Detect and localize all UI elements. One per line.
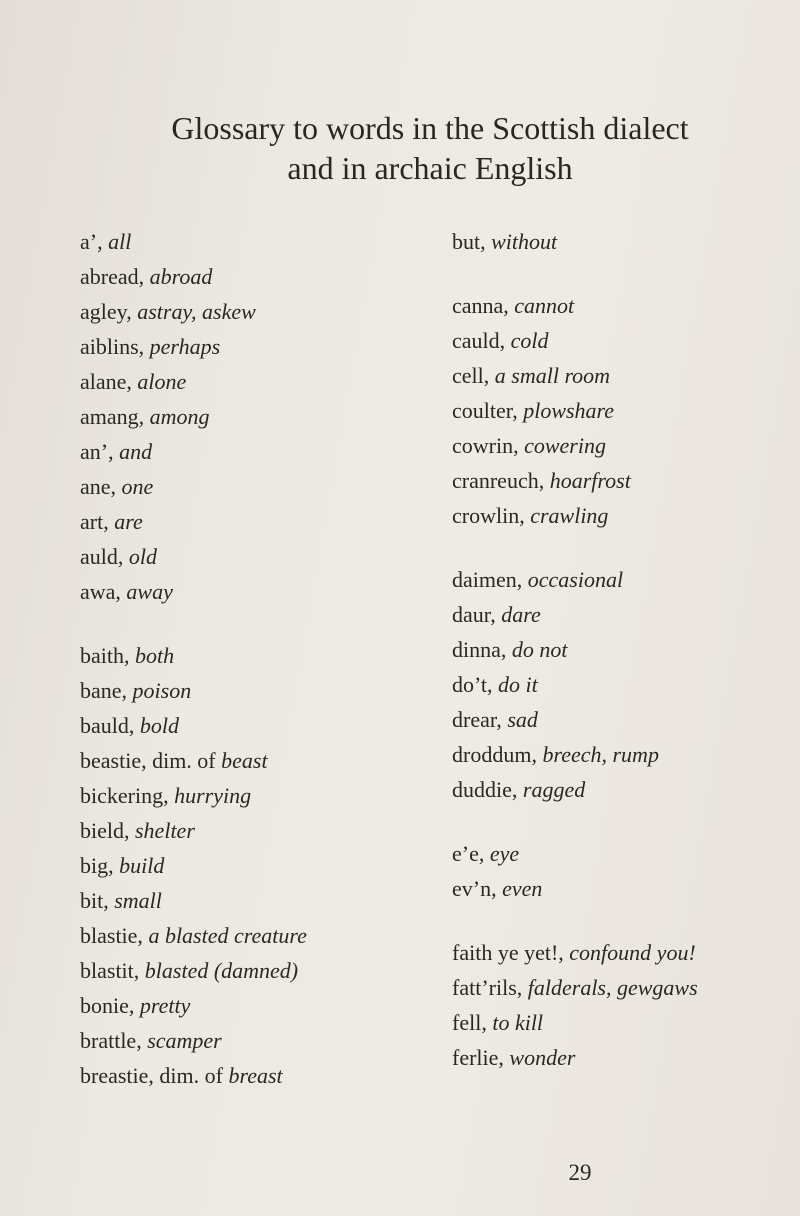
- entry-meaning: pretty: [139, 993, 191, 1018]
- section-gap: [80, 609, 420, 638]
- entry-headword: duddie,: [452, 777, 518, 802]
- entry-meaning: cannot: [514, 293, 575, 318]
- glossary-entry: [80, 434, 420, 469]
- title-line-2: and in archaic English: [287, 150, 573, 186]
- entry-headword: baith,: [80, 643, 130, 668]
- entry-headword: abread,: [80, 264, 145, 289]
- entry-meaning: scamper: [147, 1028, 222, 1053]
- entry-headword: cowrin,: [452, 433, 519, 458]
- entry-meaning: cold: [510, 328, 549, 353]
- glossary-entry: [80, 638, 420, 673]
- glossary-entry: [80, 743, 420, 778]
- entry-headword: awa,: [80, 579, 121, 604]
- entry-meaning: cowering: [524, 433, 606, 458]
- entry-headword: crowlin,: [452, 503, 525, 528]
- entry-meaning: sad: [507, 707, 538, 732]
- entry-headword: auld,: [80, 544, 124, 569]
- glossary-entry: [452, 562, 792, 597]
- entry-headword: beastie, dim. of: [80, 748, 216, 773]
- section-gap: [452, 259, 792, 288]
- glossary-entry: [80, 539, 420, 574]
- entry-headword: daur,: [452, 602, 496, 627]
- glossary-entry: [452, 393, 792, 428]
- entry-meaning: do it: [498, 672, 538, 697]
- entry-meaning: poison: [132, 678, 192, 703]
- glossary-entry: [80, 329, 420, 364]
- glossary-entry: [80, 1023, 420, 1058]
- glossary-entry: [452, 428, 792, 463]
- glossary-entry: [80, 294, 420, 329]
- glossary-entry: [452, 288, 792, 323]
- entry-meaning: are: [114, 509, 143, 534]
- glossary-entry: [80, 918, 420, 953]
- entry-headword: bonie,: [80, 993, 135, 1018]
- glossary-entry: [80, 259, 420, 294]
- glossary-entry: [452, 1040, 792, 1075]
- page-title: [0, 108, 800, 188]
- title-line-1: Glossary to words in the Scottish dialect: [171, 110, 689, 146]
- glossary-entry: [80, 988, 420, 1023]
- entry-meaning: breech, rump: [542, 742, 659, 767]
- entry-meaning: one: [121, 474, 154, 499]
- entry-headword: drear,: [452, 707, 502, 732]
- section-gap: [452, 533, 792, 562]
- entry-meaning: confound you!: [569, 940, 696, 965]
- glossary-entry: [452, 871, 792, 906]
- entry-meaning: occasional: [527, 567, 624, 592]
- entry-headword: fatt’rils,: [452, 975, 523, 1000]
- entry-headword: e’e,: [452, 841, 485, 866]
- glossary-entry: [452, 970, 792, 1005]
- glossary-entry: [80, 708, 420, 743]
- entry-headword: daimen,: [452, 567, 523, 592]
- entry-headword: brattle,: [80, 1028, 142, 1053]
- entry-meaning: old: [128, 544, 158, 569]
- entry-headword: ane,: [80, 474, 117, 499]
- glossary-entry: [452, 737, 792, 772]
- entry-meaning: hurrying: [174, 783, 252, 808]
- entry-meaning: a blasted creature: [148, 923, 307, 948]
- entry-meaning: both: [135, 643, 175, 668]
- entry-meaning: even: [502, 876, 543, 901]
- glossary-entry: [80, 673, 420, 708]
- entry-headword: alane,: [80, 369, 132, 394]
- glossary-entry: [80, 778, 420, 813]
- glossary-entry: [452, 772, 792, 807]
- glossary-left-column: [80, 224, 420, 1093]
- entry-meaning: shelter: [135, 818, 195, 843]
- glossary-entry: [80, 1058, 420, 1093]
- entry-headword: amang,: [80, 404, 145, 429]
- glossary-entry: [80, 504, 420, 539]
- entry-meaning: build: [119, 853, 165, 878]
- entry-meaning: a small room: [494, 363, 611, 388]
- entry-meaning: falderals, gewgaws: [527, 975, 698, 1000]
- entry-headword: dinna,: [452, 637, 507, 662]
- glossary-entry: [80, 953, 420, 988]
- entry-meaning: blasted (damned): [144, 958, 299, 983]
- entry-headword: bane,: [80, 678, 128, 703]
- entry-headword: canna,: [452, 293, 509, 318]
- entry-headword: aiblins,: [80, 334, 145, 359]
- entry-meaning: crawling: [530, 503, 609, 528]
- entry-meaning: small: [114, 888, 162, 913]
- entry-meaning: ragged: [522, 777, 586, 802]
- glossary-entry: [80, 574, 420, 609]
- glossary-entry: [80, 848, 420, 883]
- entry-headword: cranreuch,: [452, 468, 545, 493]
- entry-headword: ev’n,: [452, 876, 497, 901]
- glossary-right-column: [452, 224, 792, 1075]
- glossary-entry: [80, 813, 420, 848]
- entry-meaning: abroad: [149, 264, 213, 289]
- glossary-entry: [80, 883, 420, 918]
- entry-headword: a’,: [80, 229, 103, 254]
- entry-headword: art,: [80, 509, 109, 534]
- entry-headword: agley,: [80, 299, 132, 324]
- entry-headword: ferlie,: [452, 1045, 504, 1070]
- entry-headword: bit,: [80, 888, 109, 913]
- glossary-entry: [80, 399, 420, 434]
- entry-meaning: plowshare: [523, 398, 615, 423]
- entry-headword: breastie, dim. of: [80, 1063, 223, 1088]
- glossary-entry: [80, 364, 420, 399]
- entry-meaning: bold: [139, 713, 180, 738]
- entry-meaning: among: [149, 404, 210, 429]
- entry-meaning: hoarfrost: [549, 468, 631, 493]
- entry-meaning: eye: [489, 841, 520, 866]
- glossary-entry: [452, 667, 792, 702]
- section-gap: [452, 807, 792, 836]
- glossary-entry: [452, 702, 792, 737]
- entry-headword: blastie,: [80, 923, 143, 948]
- entry-meaning: alone: [137, 369, 187, 394]
- glossary-entry: [452, 498, 792, 533]
- entry-meaning: wonder: [509, 1045, 576, 1070]
- entry-meaning: away: [126, 579, 173, 604]
- entry-headword: do’t,: [452, 672, 493, 697]
- glossary-entry: [452, 935, 792, 970]
- section-gap: [452, 906, 792, 935]
- glossary-entry: [452, 358, 792, 393]
- entry-meaning: to kill: [492, 1010, 544, 1035]
- entry-headword: bickering,: [80, 783, 169, 808]
- entry-headword: coulter,: [452, 398, 518, 423]
- entry-headword: droddum,: [452, 742, 537, 767]
- glossary-entry: [80, 469, 420, 504]
- glossary-entry: [452, 632, 792, 667]
- entry-headword: cauld,: [452, 328, 506, 353]
- page-number: 29: [568, 1160, 592, 1185]
- entry-meaning: beast: [221, 748, 268, 773]
- entry-meaning: and: [119, 439, 153, 464]
- glossary-entry: [452, 323, 792, 358]
- entry-meaning: perhaps: [149, 334, 221, 359]
- entry-meaning: astray, askew: [137, 299, 256, 324]
- entry-headword: an’,: [80, 439, 114, 464]
- glossary-entry: [452, 597, 792, 632]
- glossary-entry: [452, 836, 792, 871]
- glossary-entry: [80, 224, 420, 259]
- entry-headword: faith ye yet!,: [452, 940, 564, 965]
- entry-headword: but,: [452, 229, 486, 254]
- entry-headword: cell,: [452, 363, 490, 388]
- entry-headword: blastit,: [80, 958, 140, 983]
- entry-meaning: without: [491, 229, 558, 254]
- entry-headword: bield,: [80, 818, 130, 843]
- glossary-entry: [452, 463, 792, 498]
- entry-meaning: breast: [228, 1063, 283, 1088]
- entry-headword: fell,: [452, 1010, 487, 1035]
- entry-meaning: dare: [501, 602, 541, 627]
- glossary-entry: [452, 224, 792, 259]
- entry-headword: bauld,: [80, 713, 135, 738]
- entry-meaning: do not: [511, 637, 568, 662]
- glossary-entry: [452, 1005, 792, 1040]
- entry-meaning: all: [108, 229, 132, 254]
- entry-headword: big,: [80, 853, 114, 878]
